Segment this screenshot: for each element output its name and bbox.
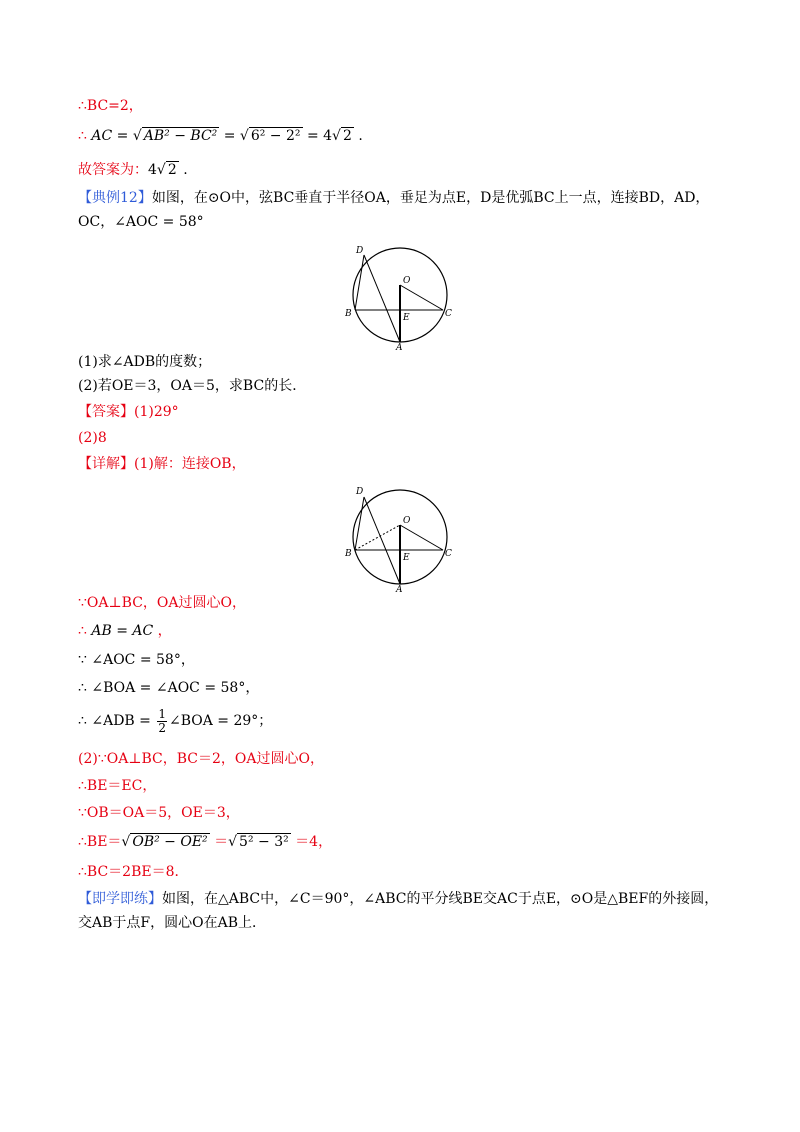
- segment-da: [364, 255, 400, 342]
- question-1: (1)求∠ADB的度数；: [78, 354, 212, 370]
- step-oa-perp-bc: ∵OA⊥BC，OA过圆心O，: [78, 595, 246, 611]
- step-angle-boa: ∴ ∠BOA = ∠AOC = 58°，: [78, 680, 260, 696]
- segment-db: [355, 255, 364, 310]
- example-12-line1: 【典例12】如图，在⊙O中，弦BC垂直于半径OA，垂足为点E，D是优弧BC上一点，连接BD，AD，: [78, 190, 710, 206]
- label-c: C: [445, 549, 452, 559]
- circle-figure-2: [345, 482, 455, 592]
- answer-line-1: 【答案】(1)29°: [78, 404, 179, 420]
- segment-da: [364, 497, 400, 584]
- label-e: E: [403, 553, 410, 563]
- practice-line-1: 【即学即练】如图，在△ABC中，∠C＝90°，∠ABC的平分线BE交AC于点E，⊙O是△BEF的外接圆，: [78, 891, 719, 907]
- segment-db: [355, 497, 364, 550]
- step-arc-equal: ∴ AB = AC ，: [78, 623, 172, 639]
- label-d: D: [356, 246, 364, 256]
- label-b: B: [345, 309, 352, 319]
- label-o: O: [403, 276, 411, 286]
- circle-figure-1: [345, 240, 455, 350]
- example-12-line2: OC，∠AOC = 58°: [78, 214, 204, 230]
- question-2: (2)若OE＝3，OA＝5，求BC的长．: [78, 378, 307, 394]
- segment-oc: [400, 525, 443, 550]
- step-angle-adb: ∴ ∠ADB = $\frac{1}{2}$ ∠BOA = 29°；: [78, 706, 273, 735]
- answer-line-2: (2)8: [78, 430, 107, 446]
- part2-line-4: ∴BE＝√ OB² − OE² ＝√ 5² − 3² ＝4，: [78, 834, 333, 850]
- detail-line-1: 【详解】(1)解：连接OB，: [78, 456, 246, 472]
- part2-line-1: (2)∵OA⊥BC，BC＝2，OA过圆心O，: [78, 751, 324, 767]
- part2-line-2: ∴BE＝EC，: [78, 778, 157, 794]
- label-e: E: [403, 313, 410, 323]
- part2-line-5: ∴BC＝2BE＝8．: [78, 864, 189, 880]
- label-b: B: [345, 549, 352, 559]
- practice-line-2: 交AB于点F，圆心O在AB上．: [78, 915, 266, 931]
- label-c: C: [445, 309, 452, 319]
- segment-oc: [400, 285, 443, 310]
- step-angle-aoc: ∵ ∠AOC = 58°，: [78, 652, 195, 668]
- line-ac-calculation: ∴ AC = √ AB² − BC² = √ 6² − 2² = 4√ 2 .: [78, 128, 363, 144]
- fraction-one-half: $\frac{1}{2}$: [158, 706, 166, 735]
- label-a: A: [396, 585, 403, 592]
- label-d: D: [356, 487, 364, 497]
- part2-line-3: ∵OB＝OA＝5，OE＝3，: [78, 805, 240, 821]
- line-bc-equals-2: ∴BC=2，: [78, 98, 143, 114]
- label-o: O: [403, 516, 411, 526]
- line-answer-statement: 故答案为：4√ 2 .: [78, 162, 188, 178]
- label-a: A: [396, 343, 403, 350]
